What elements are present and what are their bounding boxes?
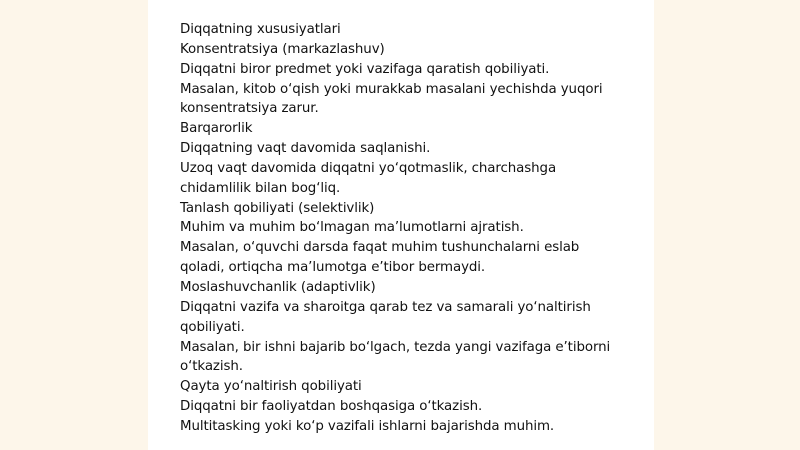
document-line: Multitasking yoki ko‘p vazifali ishlarni bajarishda muhim. — [180, 418, 555, 434]
document-line: Diqqatning xususiyatlari — [180, 22, 341, 37]
document-line: chidamlilik bilan bog‘liq. — [180, 180, 341, 196]
document-line: Muhim va muhim bo‘lmagan ma’lumotlarni ajratish. — [180, 220, 524, 236]
document-line: Barqarorlik — [180, 121, 253, 137]
document-line: Diqqatni bir faoliyatdan boshqasiga o‘tkazish. — [180, 399, 483, 415]
document-line: Masalan, o‘quvchi darsda faqat muhim tushunchalarni eslab — [180, 240, 580, 256]
document-line: Diqqatni vazifa va sharoitga qarab tez va samarali yo‘naltirish — [180, 299, 591, 315]
document-line: Masalan, bir ishni bajarib bo‘lgach, tezda yangi vazifaga e’tiborni — [180, 339, 611, 355]
document-line: Diqqatni biror predmet yoki vazifaga qaratish qobiliyati. — [180, 61, 550, 77]
document-line: Konsentratsiya (markazlashuv) — [180, 41, 385, 57]
document-line: Moslashuvchanlik (adaptivlik) — [180, 279, 376, 295]
document-text — [180, 20, 654, 437]
document-line: Tanlash qobiliyati (selektivlik) — [180, 200, 375, 216]
document-line: konsentratsiya zarur. — [180, 101, 319, 117]
document-line: Qayta yo‘naltirish qobiliyati — [180, 379, 362, 395]
document-line: Masalan, kitob o‘qish yoki murakkab masalani yechishda yuqori — [180, 81, 603, 97]
document-line: Diqqatning vaqt davomida saqlanishi. — [180, 141, 431, 157]
document-line: qoladi, ortiqcha ma’lumotga e’tibor bermaydi. — [180, 260, 486, 276]
document-line: o‘tkazish. — [180, 359, 243, 375]
document-line: qobiliyati. — [180, 319, 245, 335]
document-page — [148, 0, 654, 450]
document-line: Uzoq vaqt davomida diqqatni yo‘qotmaslik, charchashga — [180, 160, 557, 176]
